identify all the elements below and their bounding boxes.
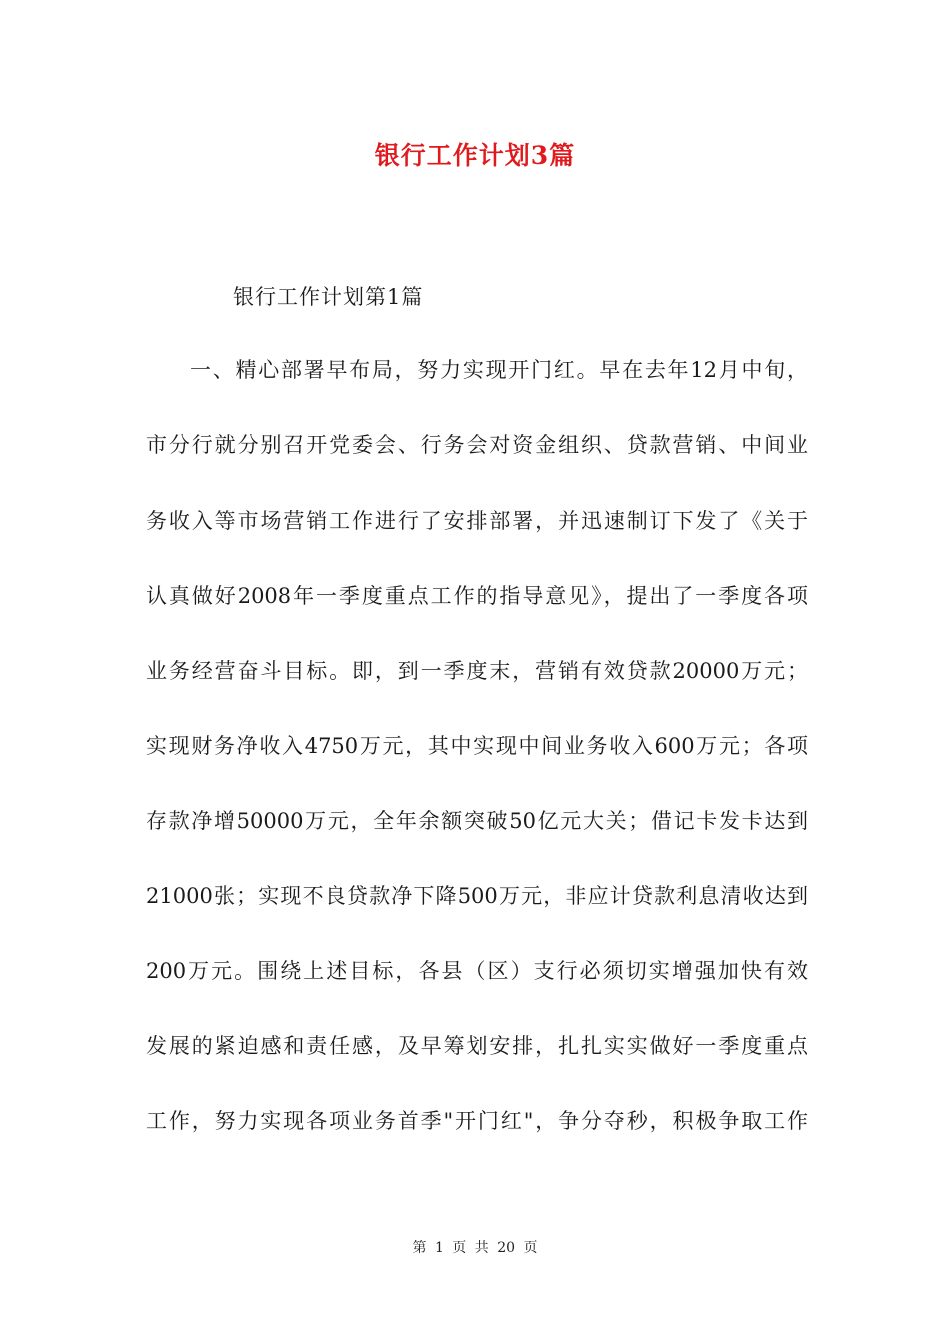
paragraph-line: 21000张；实现不良贷款净下降500万元，非应计贷款利息清收达到 xyxy=(146,884,808,908)
paragraph-line: 发展的紧迫感和责任感，及早筹划安排，扎扎实实做好一季度重点 xyxy=(146,1034,808,1058)
paragraph-line: 认真做好2008年一季度重点工作的指导意见》，提出了一季度各项 xyxy=(146,584,808,608)
paragraph-line: 市分行就分别召开党委会、行务会对资金组织、贷款营销、中间业 xyxy=(146,433,808,457)
paragraph-line: 存款净增50000万元，全年余额突破50亿元大关；借记卡发卡达到 xyxy=(146,809,808,833)
document-title: 银行工作计划3篇 xyxy=(374,141,576,170)
paragraph-line: 200万元。围绕上述目标，各县（区）支行必须切实增强加快有效 xyxy=(146,959,808,983)
page-number-footer: 第 1 页 共 20 页 xyxy=(412,1240,538,1256)
paragraph-line: 实现财务净收入4750万元，其中实现中间业务收入600万元；各项 xyxy=(146,734,808,758)
paragraph-line: 工作，努力实现各项业务首季"开门红"，争分夺秒，积极争取工作 xyxy=(146,1109,808,1133)
paragraph-line: 一、精心部署早布局，努力实现开门红。早在去年12月中旬， xyxy=(190,358,808,382)
paragraph-line: 业务经营奋斗目标。即，到一季度末，营销有效贷款20000万元； xyxy=(146,659,808,683)
section-heading: 银行工作计划第1篇 xyxy=(233,285,424,309)
paragraph-line: 务收入等市场营销工作进行了安排部署，并迅速制订下发了《关于 xyxy=(146,509,808,533)
